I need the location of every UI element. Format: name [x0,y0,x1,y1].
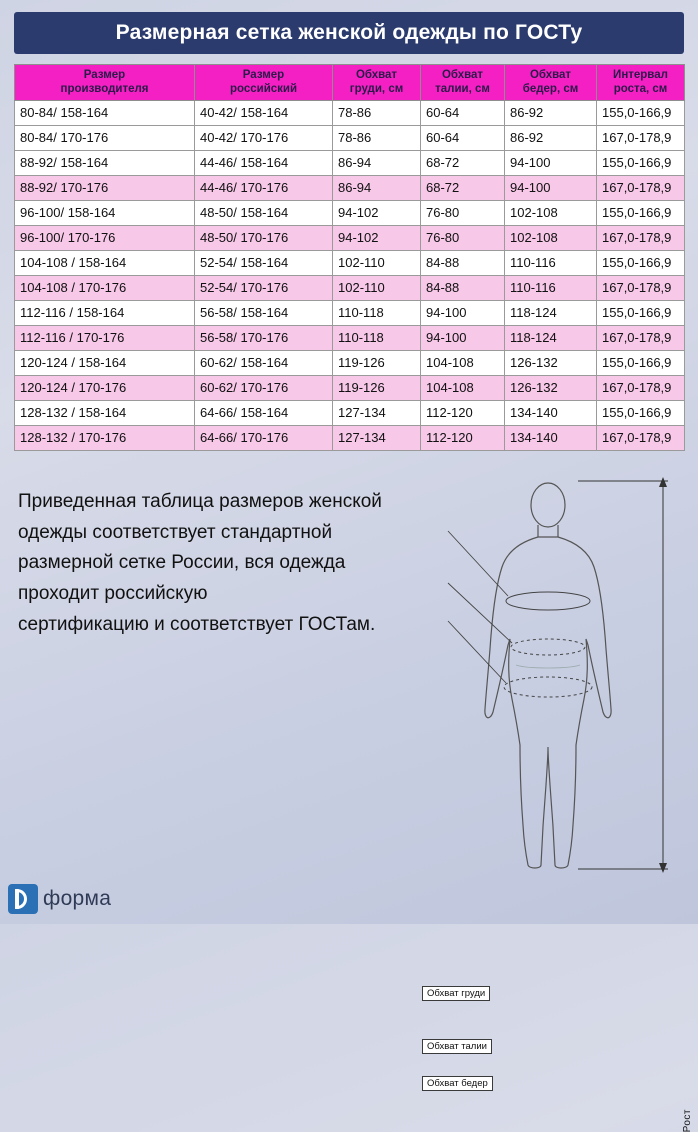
cell-chest: 127-134 [333,400,421,425]
cell-manufacturer-size: 80-84/ 170-176 [15,125,195,150]
cell-manufacturer-size: 120-124 / 158-164 [15,350,195,375]
cell-waist: 112-120 [421,400,505,425]
column-header-line1: Обхват [441,69,484,81]
cell-waist: 68-72 [421,175,505,200]
cell-height-range: 155,0-166,9 [597,300,685,325]
cell-hips: 94-100 [505,175,597,200]
cell-waist: 112-120 [421,425,505,450]
description-line-1: Приведенная таблица размеров женской [18,490,382,512]
cell-height-range: 155,0-166,9 [597,200,685,225]
cell-chest: 102-110 [333,275,421,300]
hips-measure-ellipse [504,677,592,697]
cell-russian-size: 40-42/ 170-176 [195,125,333,150]
cell-hips: 86-92 [505,100,597,125]
table-header-row [15,65,685,101]
column-header-line1: Интервал [613,69,668,81]
table-row [15,225,685,250]
size-table [14,64,685,451]
cell-chest: 78-86 [333,100,421,125]
cell-waist: 60-64 [421,125,505,150]
table-row [15,275,685,300]
cell-height-range: 167,0-178,9 [597,175,685,200]
cell-height-range: 155,0-166,9 [597,250,685,275]
description-text [18,487,438,641]
cell-hips: 118-124 [505,325,597,350]
cell-russian-size: 48-50/ 158-164 [195,200,333,225]
table-row [15,125,685,150]
cell-manufacturer-size: 104-108 / 158-164 [15,250,195,275]
measurement-ellipses [504,592,592,697]
cell-chest: 102-110 [333,250,421,275]
callout-leader-lines [448,531,512,683]
cell-waist: 94-100 [421,325,505,350]
cell-height-range: 155,0-166,9 [597,100,685,125]
cell-russian-size: 56-58/ 170-176 [195,325,333,350]
cell-manufacturer-size: 112-116 / 158-164 [15,300,195,325]
cell-chest: 119-126 [333,350,421,375]
page-title-bar [14,12,684,54]
column-header-russian-size [195,65,333,101]
table-row [15,300,685,325]
waist-measure-ellipse [511,639,585,655]
cell-height-range: 167,0-178,9 [597,275,685,300]
cell-russian-size: 60-62/ 170-176 [195,375,333,400]
table-row [15,400,685,425]
column-header-line1: Размер [242,69,285,81]
cell-waist: 94-100 [421,300,505,325]
cell-russian-size: 44-46/ 170-176 [195,175,333,200]
column-header-hips [505,65,597,101]
cell-manufacturer-size: 96-100/ 158-164 [15,200,195,225]
table-header [15,65,685,101]
cell-manufacturer-size: 88-92/ 170-176 [15,175,195,200]
table-row [15,325,685,350]
cell-waist: 104-108 [421,350,505,375]
cell-height-range: 167,0-178,9 [597,375,685,400]
cell-russian-size: 64-66/ 158-164 [195,400,333,425]
cell-manufacturer-size: 88-92/ 158-164 [15,150,195,175]
cell-manufacturer-size: 120-124 / 170-176 [15,375,195,400]
brand-name: форма [43,887,112,910]
cell-manufacturer-size: 112-116 / 170-176 [15,325,195,350]
table-row [15,100,685,125]
description-line-2: одежды соответствует стандартной [18,521,333,543]
body-outline [485,483,611,868]
cell-height-range: 167,0-178,9 [597,125,685,150]
cell-russian-size: 48-50/ 170-176 [195,225,333,250]
cell-manufacturer-size: 80-84/ 158-164 [15,100,195,125]
column-header-line2: бедер, см [522,83,579,96]
cell-waist: 104-108 [421,375,505,400]
cell-chest: 86-94 [333,175,421,200]
cell-chest: 78-86 [333,125,421,150]
column-header-height-range [597,65,685,101]
cell-chest: 119-126 [333,375,421,400]
cell-waist: 76-80 [421,225,505,250]
size-table-container [14,64,684,451]
cell-hips: 102-108 [505,225,597,250]
cell-manufacturer-size: 96-100/ 170-176 [15,225,195,250]
column-header-manufacturer-size [15,65,195,101]
cell-waist: 60-64 [421,100,505,125]
column-header-waist [421,65,505,101]
cell-russian-size: 56-58/ 158-164 [195,300,333,325]
cell-hips: 134-140 [505,425,597,450]
cell-hips: 102-108 [505,200,597,225]
cell-height-range: 167,0-178,9 [597,425,685,450]
cell-height-range: 167,0-178,9 [597,225,685,250]
cell-height-range: 155,0-166,9 [597,400,685,425]
cell-russian-size: 64-66/ 170-176 [195,425,333,450]
table-row [15,200,685,225]
cell-russian-size: 60-62/ 158-164 [195,350,333,375]
column-header-line1: Обхват [355,69,398,81]
cell-manufacturer-size: 128-132 / 158-164 [15,400,195,425]
cell-russian-size: 52-54/ 158-164 [195,250,333,275]
cell-russian-size: 52-54/ 170-176 [195,275,333,300]
column-header-line2: производителя [60,83,149,96]
callout-waist: Обхват талии [422,1039,492,1054]
cell-chest: 94-102 [333,225,421,250]
table-row [15,350,685,375]
cell-hips: 126-132 [505,375,597,400]
cell-hips: 110-116 [505,275,597,300]
cell-hips: 94-100 [505,150,597,175]
table-row [15,175,685,200]
height-dimension-line [578,477,668,873]
cell-hips: 118-124 [505,300,597,325]
cell-chest: 86-94 [333,150,421,175]
table-row [15,150,685,175]
column-header-line2: талии, см [435,83,490,96]
table-row [15,375,685,400]
cell-chest: 127-134 [333,425,421,450]
table-row [15,250,685,275]
cell-waist: 68-72 [421,150,505,175]
table-body [15,100,685,450]
cell-chest: 110-118 [333,325,421,350]
cell-height-range: 155,0-166,9 [597,350,685,375]
column-header-line2: груди, см [349,83,404,96]
cell-manufacturer-size: 104-108 / 170-176 [15,275,195,300]
cell-chest: 94-102 [333,200,421,225]
cell-hips: 126-132 [505,350,597,375]
table-row [15,425,685,450]
cell-waist: 84-88 [421,275,505,300]
column-header-chest [333,65,421,101]
callout-height: Рост [682,1108,693,1132]
column-header-line2: роста, см [613,83,668,96]
female-figure-diagram [428,469,698,889]
cell-hips: 110-116 [505,250,597,275]
cell-waist: 76-80 [421,200,505,225]
chest-measure-ellipse [506,592,590,610]
cell-chest: 110-118 [333,300,421,325]
cell-manufacturer-size: 128-132 / 170-176 [15,425,195,450]
cell-height-range: 155,0-166,9 [597,150,685,175]
figure-svg [428,469,698,889]
description-line-3: размерной сетке России, вся одежда [18,552,346,574]
cell-hips: 134-140 [505,400,597,425]
callout-chest: Обхват груди [422,986,490,1001]
cell-waist: 84-88 [421,250,505,275]
description-line-4: проходит российскую [18,583,208,605]
column-header-line1: Размер [83,69,126,81]
cell-russian-size: 44-46/ 158-164 [195,150,333,175]
cell-russian-size: 40-42/ 158-164 [195,100,333,125]
brand-logo-icon [8,884,38,914]
column-header-line1: Обхват [529,69,572,81]
callout-hips: Обхват бедер [422,1076,493,1091]
column-header-line2: российский [229,83,298,96]
cell-hips: 86-92 [505,125,597,150]
page-title: Размерная сетка женской одежды по ГОСТу [115,21,583,44]
description-line-5: сертификацию и соответствует ГОСТам. [18,613,376,635]
cell-height-range: 167,0-178,9 [597,325,685,350]
footer-brand [0,874,698,924]
